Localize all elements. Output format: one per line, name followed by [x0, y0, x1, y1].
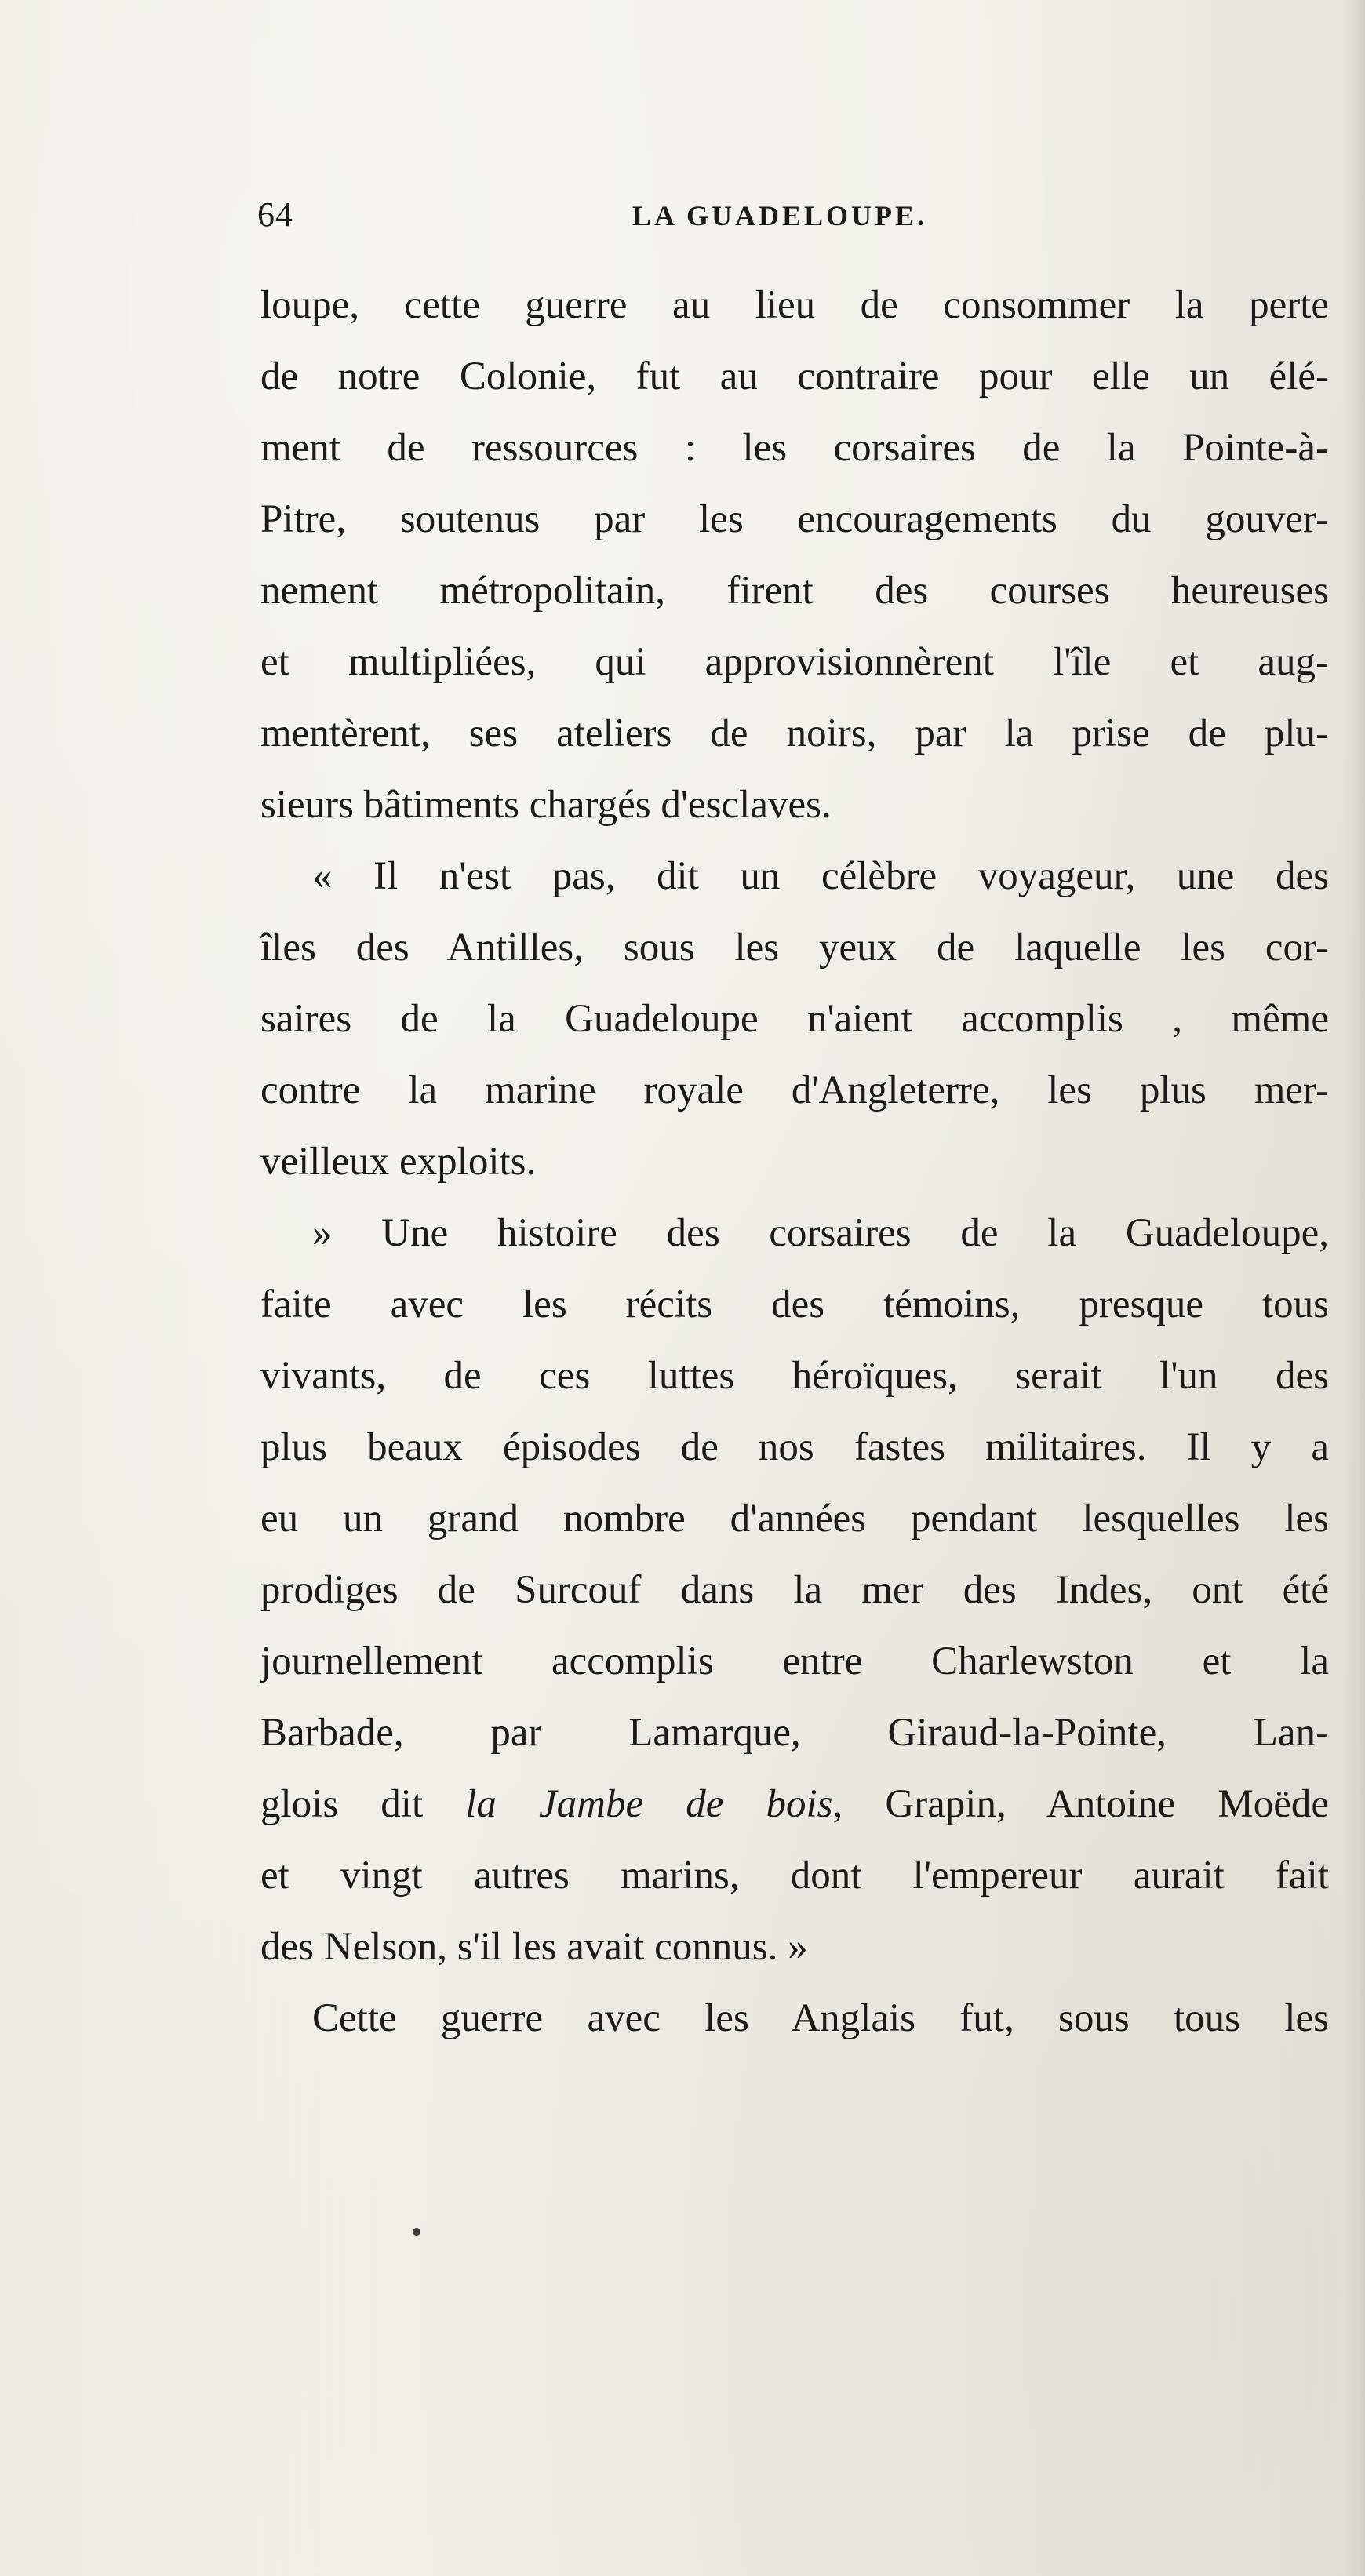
text-line: Barbade, par Lamarque, Giraud-la-Pointe, Lan-: [260, 1711, 1329, 1755]
text-line: Cette guerre avec les Anglais fut, sous tous les: [312, 1996, 1329, 2040]
text-line: des Nelson, s'il les avait connus. »: [260, 1925, 808, 1969]
body-text: [260, 270, 1329, 2054]
text-line: eu un grand nombre d'années pendant lesquelles les: [260, 1497, 1329, 1541]
text-line: et vingt autres marins, dont l'empereur aurait fait: [260, 1854, 1329, 1897]
text-line: de notre Colonie, fut au contraire pour elle un élé-: [260, 355, 1329, 398]
text-line: ment de ressources : les corsaires de la Pointe-à-: [260, 426, 1329, 470]
running-head: LA GUADELOUPE.: [632, 200, 928, 231]
text-line: sieurs bâtiments chargés d'esclaves.: [260, 783, 832, 827]
text-line: nement métropolitain, firent des courses heureuses: [260, 569, 1329, 613]
text-line: glois dit la Jambe de bois, Grapin, Antoine Moëde: [260, 1782, 1329, 1826]
page-edge-shadow: [1343, 0, 1365, 2576]
text-line: » Une histoire des corsaires de la Guadeloupe,: [312, 1211, 1329, 1255]
text-line: plus beaux épisodes de nos fastes militaires. Il y a: [260, 1425, 1329, 1469]
text-line: mentèrent, ses ateliers de noirs, par la prise de plu-: [260, 711, 1329, 755]
page-number: 64: [257, 195, 293, 234]
ink-speck: [413, 2228, 420, 2236]
italic-phrase: la Jambe de bois: [465, 1782, 833, 1826]
text-line: « Il n'est pas, dit un célèbre voyageur, une des: [312, 854, 1329, 898]
text-line: prodiges de Surcouf dans la mer des Indes, ont été: [260, 1568, 1329, 1612]
text-line: et multipliées, qui approvisionnèrent l'île et aug-: [260, 640, 1329, 684]
text-line: Pitre, soutenus par les encouragements du gouver-: [260, 497, 1329, 541]
text-line: veilleux exploits.: [260, 1140, 537, 1184]
page-header: [257, 195, 1327, 242]
text-line: vivants, de ces luttes héroïques, serait l'un des: [260, 1354, 1329, 1398]
text-line: faite avec les récits des témoins, presque tous: [260, 1283, 1329, 1326]
text-line: loupe, cette guerre au lieu de consommer la perte: [260, 283, 1329, 327]
text-line: îles des Antilles, sous les yeux de laquelle les cor-: [260, 926, 1329, 970]
text-line: journellement accomplis entre Charlewston et la: [260, 1639, 1329, 1683]
text-line: contre la marine royale d'Angleterre, les plus mer-: [260, 1068, 1329, 1112]
text-line: saires de la Guadeloupe n'aient accomplis , même: [260, 997, 1329, 1041]
